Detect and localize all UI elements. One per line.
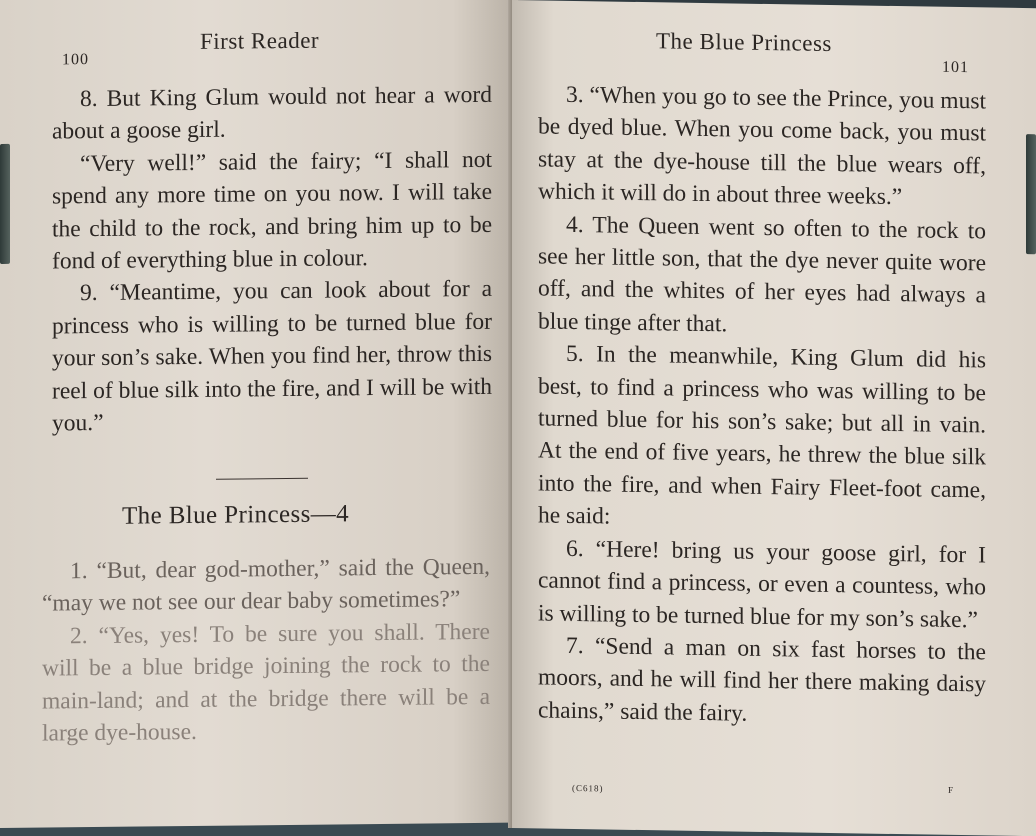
section-title: The Blue Princess—4 [122, 500, 350, 530]
printer-mark: (C618) [572, 782, 604, 794]
text-block-bottom [42, 551, 490, 750]
section-divider [216, 478, 308, 480]
text-block-right [538, 78, 986, 733]
right-page [512, 0, 1036, 836]
page-number-right: 101 [942, 58, 969, 77]
paragraph: 4. The Queen went so often to the rock to see her little son, that the dye never quite wore off, and the whites of her eyes had always a blue tinge after that. [538, 211, 986, 338]
paragraph: 5. In the meanwhile, King Glum did his best, to find a princess who was willing to be turned blue for his son’s sake; but all in vain. At the end of five years, he threw the blue silk into the fire, and when Fairy Fleet-foot came, he said: [538, 341, 986, 530]
paragraph: 1. “But, dear god-mother,” said the Queen, “may we not see our dear baby sometimes?” [42, 553, 490, 617]
paragraph: 9. “Meantime, you can look about for a princess who is willing to be turned blue for your son’s sake. When you find her, throw this reel of blue silk into the fire, and I will be with you.” [52, 276, 492, 437]
bookmark-tab-right [1026, 134, 1036, 254]
bookmark-tab-left [0, 144, 10, 264]
paragraph: 6. “Here! bring us your goose girl, for I cannot find a princess, or even a countess, who is willing to be turned blue for my son’s sake.” [538, 535, 986, 633]
page-number-left: 100 [62, 51, 89, 69]
paragraph: 8. But King Glum would not hear a word about a goose girl. [52, 81, 492, 145]
paragraph: 7. “Send a man on six fast horses to the moors, and he will find her there making daisy chains,” said the fairy. [538, 632, 986, 727]
paragraph: 3. “When you go to see the Prince, you must be dyed blue. When you come back, you must stay at the dye-house till the blue wears off, which it will do in about three weeks.” [538, 81, 986, 211]
left-page [0, 0, 514, 828]
paragraph: 2. “Yes, yes! To be sure you shall. There will be a blue bridge joining the rock to the main-land; and at the bridge there will be a large dye-house. [42, 618, 490, 747]
running-head-left: First Reader [200, 27, 320, 54]
running-head-right: The Blue Princess [656, 28, 832, 57]
paragraph: “Very well!” said the fairy; “I shall not spend any more time on you now. I will take the child to the rock, and bring him up to be fond of everything blue in colour. [52, 146, 492, 275]
signature-mark: F [948, 784, 955, 795]
text-block-top [52, 79, 492, 440]
